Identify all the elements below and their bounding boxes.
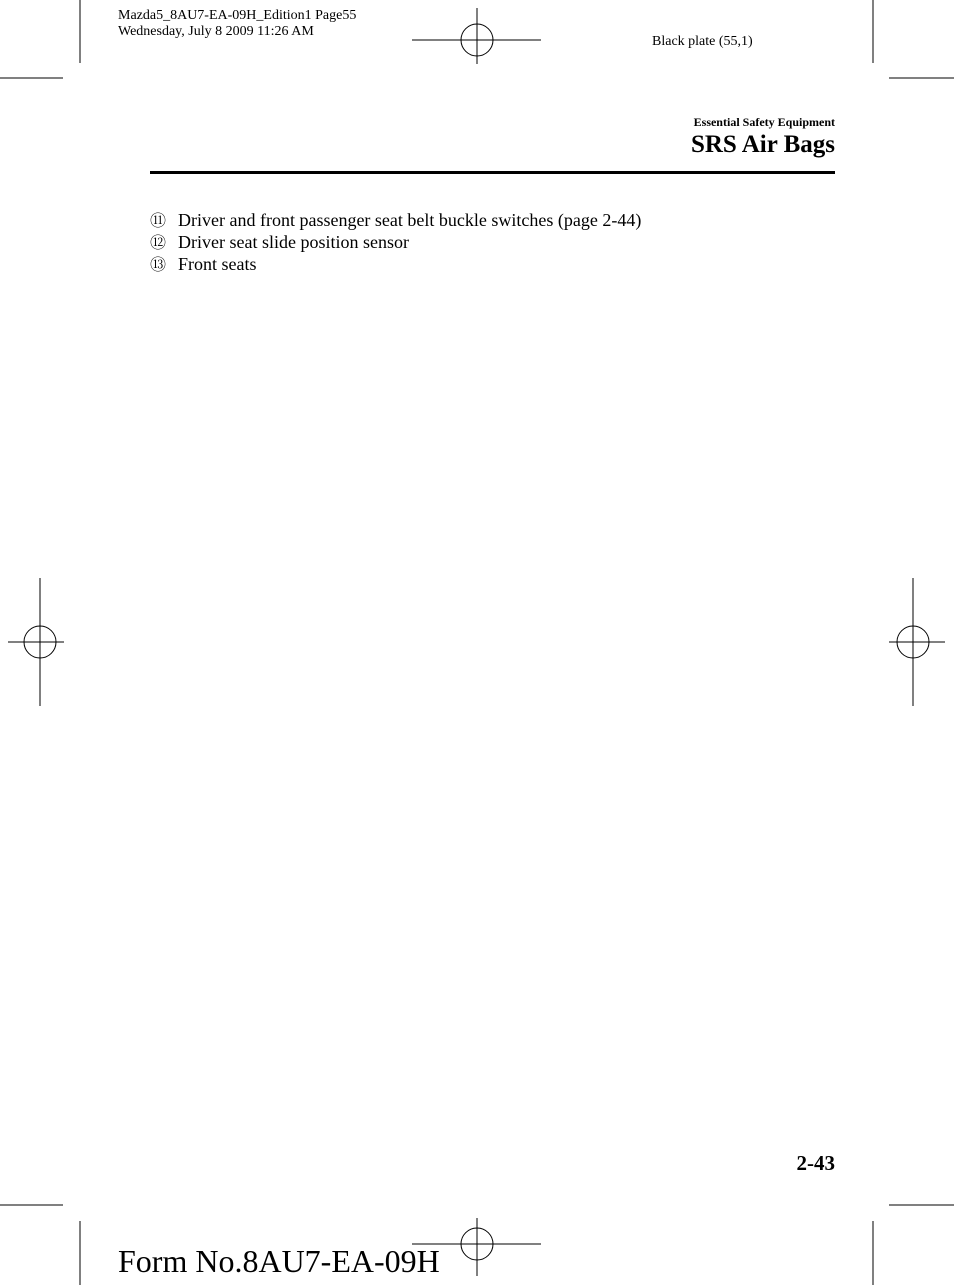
item-text: Driver seat slide position sensor: [178, 232, 409, 252]
print-job-name: Mazda5_8AU7-EA-09H_Edition1 Page55: [118, 8, 357, 23]
callout-list: [150, 210, 641, 276]
list-item: [150, 210, 641, 232]
item-number: ⑫: [150, 235, 167, 252]
page-title: SRS Air Bags: [690, 131, 835, 158]
list-item: [150, 232, 641, 254]
item-text: Driver and front passenger seat belt buckle switches (page 2-44): [178, 210, 642, 230]
plate-info: Black plate (55,1): [652, 34, 753, 49]
section-label: Essential Safety Equipment: [693, 115, 835, 129]
item-number: ⑪: [150, 213, 167, 230]
item-number: ⑬: [150, 257, 167, 274]
form-number: Form No.8AU7-EA-09H: [118, 1243, 440, 1279]
print-metadata: [118, 8, 356, 40]
list-item: [150, 254, 641, 276]
print-timestamp: Wednesday, July 8 2009 11:26 AM: [118, 24, 314, 39]
page-number: 2-43: [796, 1151, 835, 1175]
item-text: Front seats: [178, 254, 257, 274]
title-rule: [150, 171, 835, 174]
